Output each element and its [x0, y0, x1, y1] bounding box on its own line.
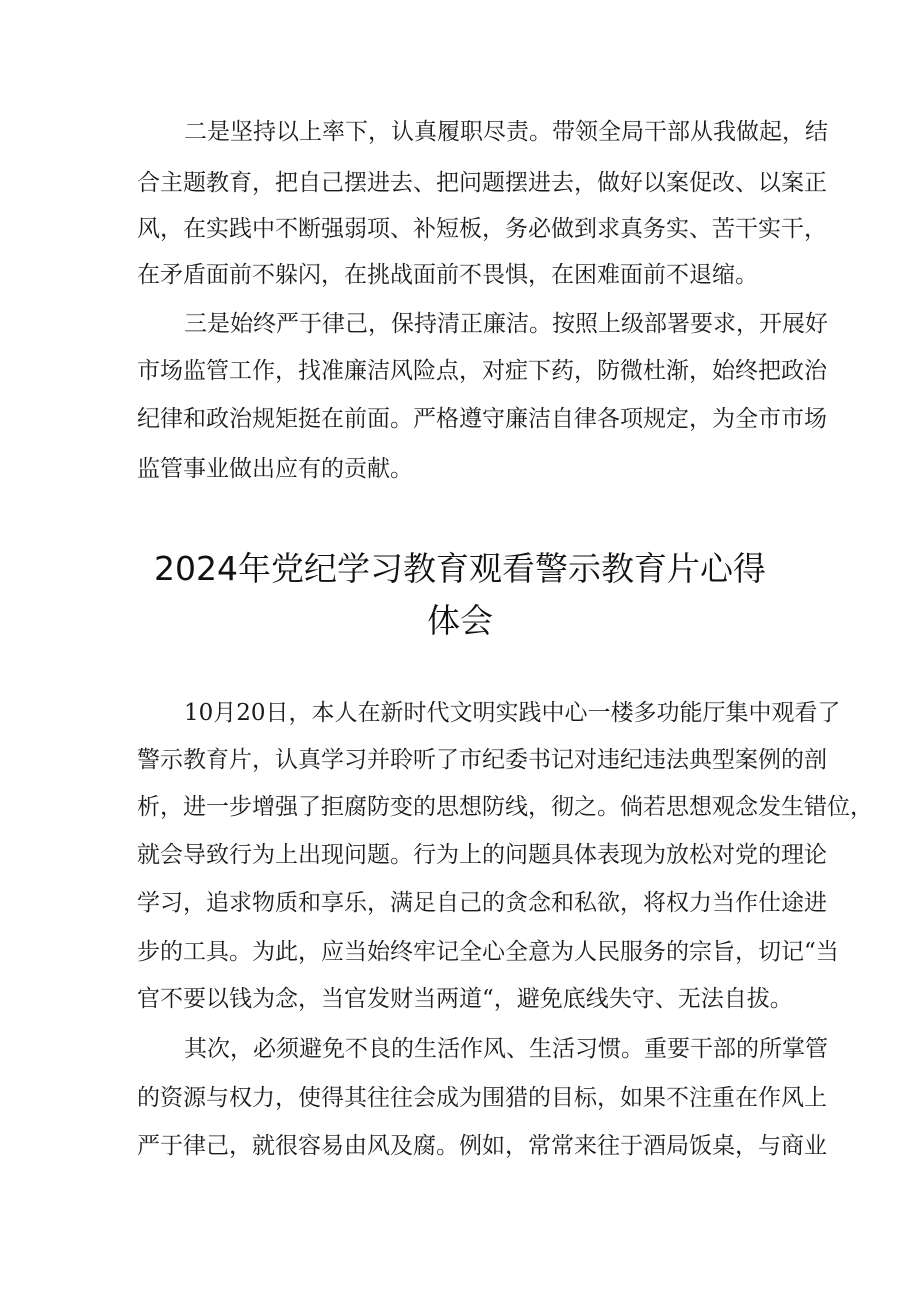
paragraph-line: 学习，追求物质和享乐，满足自己的贪念和私欲，将权力当作仕途进 [137, 890, 827, 916]
paragraph-line: 的资源与权力，使得其往往会成为围猎的目标，如果不注重在作风上 [137, 1085, 827, 1111]
article-title: 2024年党纪学习教育观看警示教育片心得 [154, 549, 766, 588]
paragraph-line: 在矛盾面前不躲闪，在挑战面前不畏惧，在困难面前不退缩。 [137, 262, 758, 288]
paragraph-line: 市场监管工作，找准廉洁风险点，对症下药，防微杜渐，始终把政治 [137, 358, 827, 384]
paragraph-line: 官不要以钱为念，当官发财当两道“，避免底线失守、无法自拔。 [137, 986, 793, 1012]
paragraph-line: 风，在实践中不断强弱项、补短板，务必做到求真务实、苦干实干， [137, 216, 827, 242]
paragraph-line: 严于律己，就很容易由风及腐。例如，常常来往于酒局饭桌，与商业 [137, 1133, 827, 1159]
paragraph-line: 监管事业做出应有的贡献。 [137, 456, 413, 482]
paragraph-line: 合主题教育，把自己摆进去、把问题摆进去，做好以案促改、以案正 [137, 170, 827, 196]
paragraph-line: 警示教育片，认真学习并聆听了市纪委书记对违纪违法典型案例的剖 [137, 747, 827, 773]
paragraph-line: 就会导致行为上出现问题。行为上的问题具体表现为放松对党的理论 [137, 842, 827, 868]
paragraph-line: 二是坚持以上率下，认真履职尽责。带领全局干部从我做起，结 [184, 119, 828, 145]
paragraph-line: 析，进一步增强了拒腐防变的思想防线，彻之。倘若思想观念发生错位， [137, 794, 873, 820]
paragraph-line: 纪律和政治规矩挺在前面。严格遵守廉洁自律各项规定，为全市市场 [137, 406, 827, 432]
article-title-continued: 体会 [427, 601, 493, 640]
paragraph-line: 三是始终严于律己，保持清正廉洁。按照上级部署要求，开展好 [184, 311, 828, 337]
paragraph-line: 其次，必须避免不良的生活作风、生活习惯。重要干部的所掌管 [184, 1036, 828, 1062]
paragraph-line: 10月20日，本人在新时代文明实践中心一楼多功能厅集中观看了 [184, 700, 841, 726]
paragraph-line: 步的工具。为此，应当始终牢记全心全意为人民服务的宗旨，切记“当 [137, 939, 839, 965]
